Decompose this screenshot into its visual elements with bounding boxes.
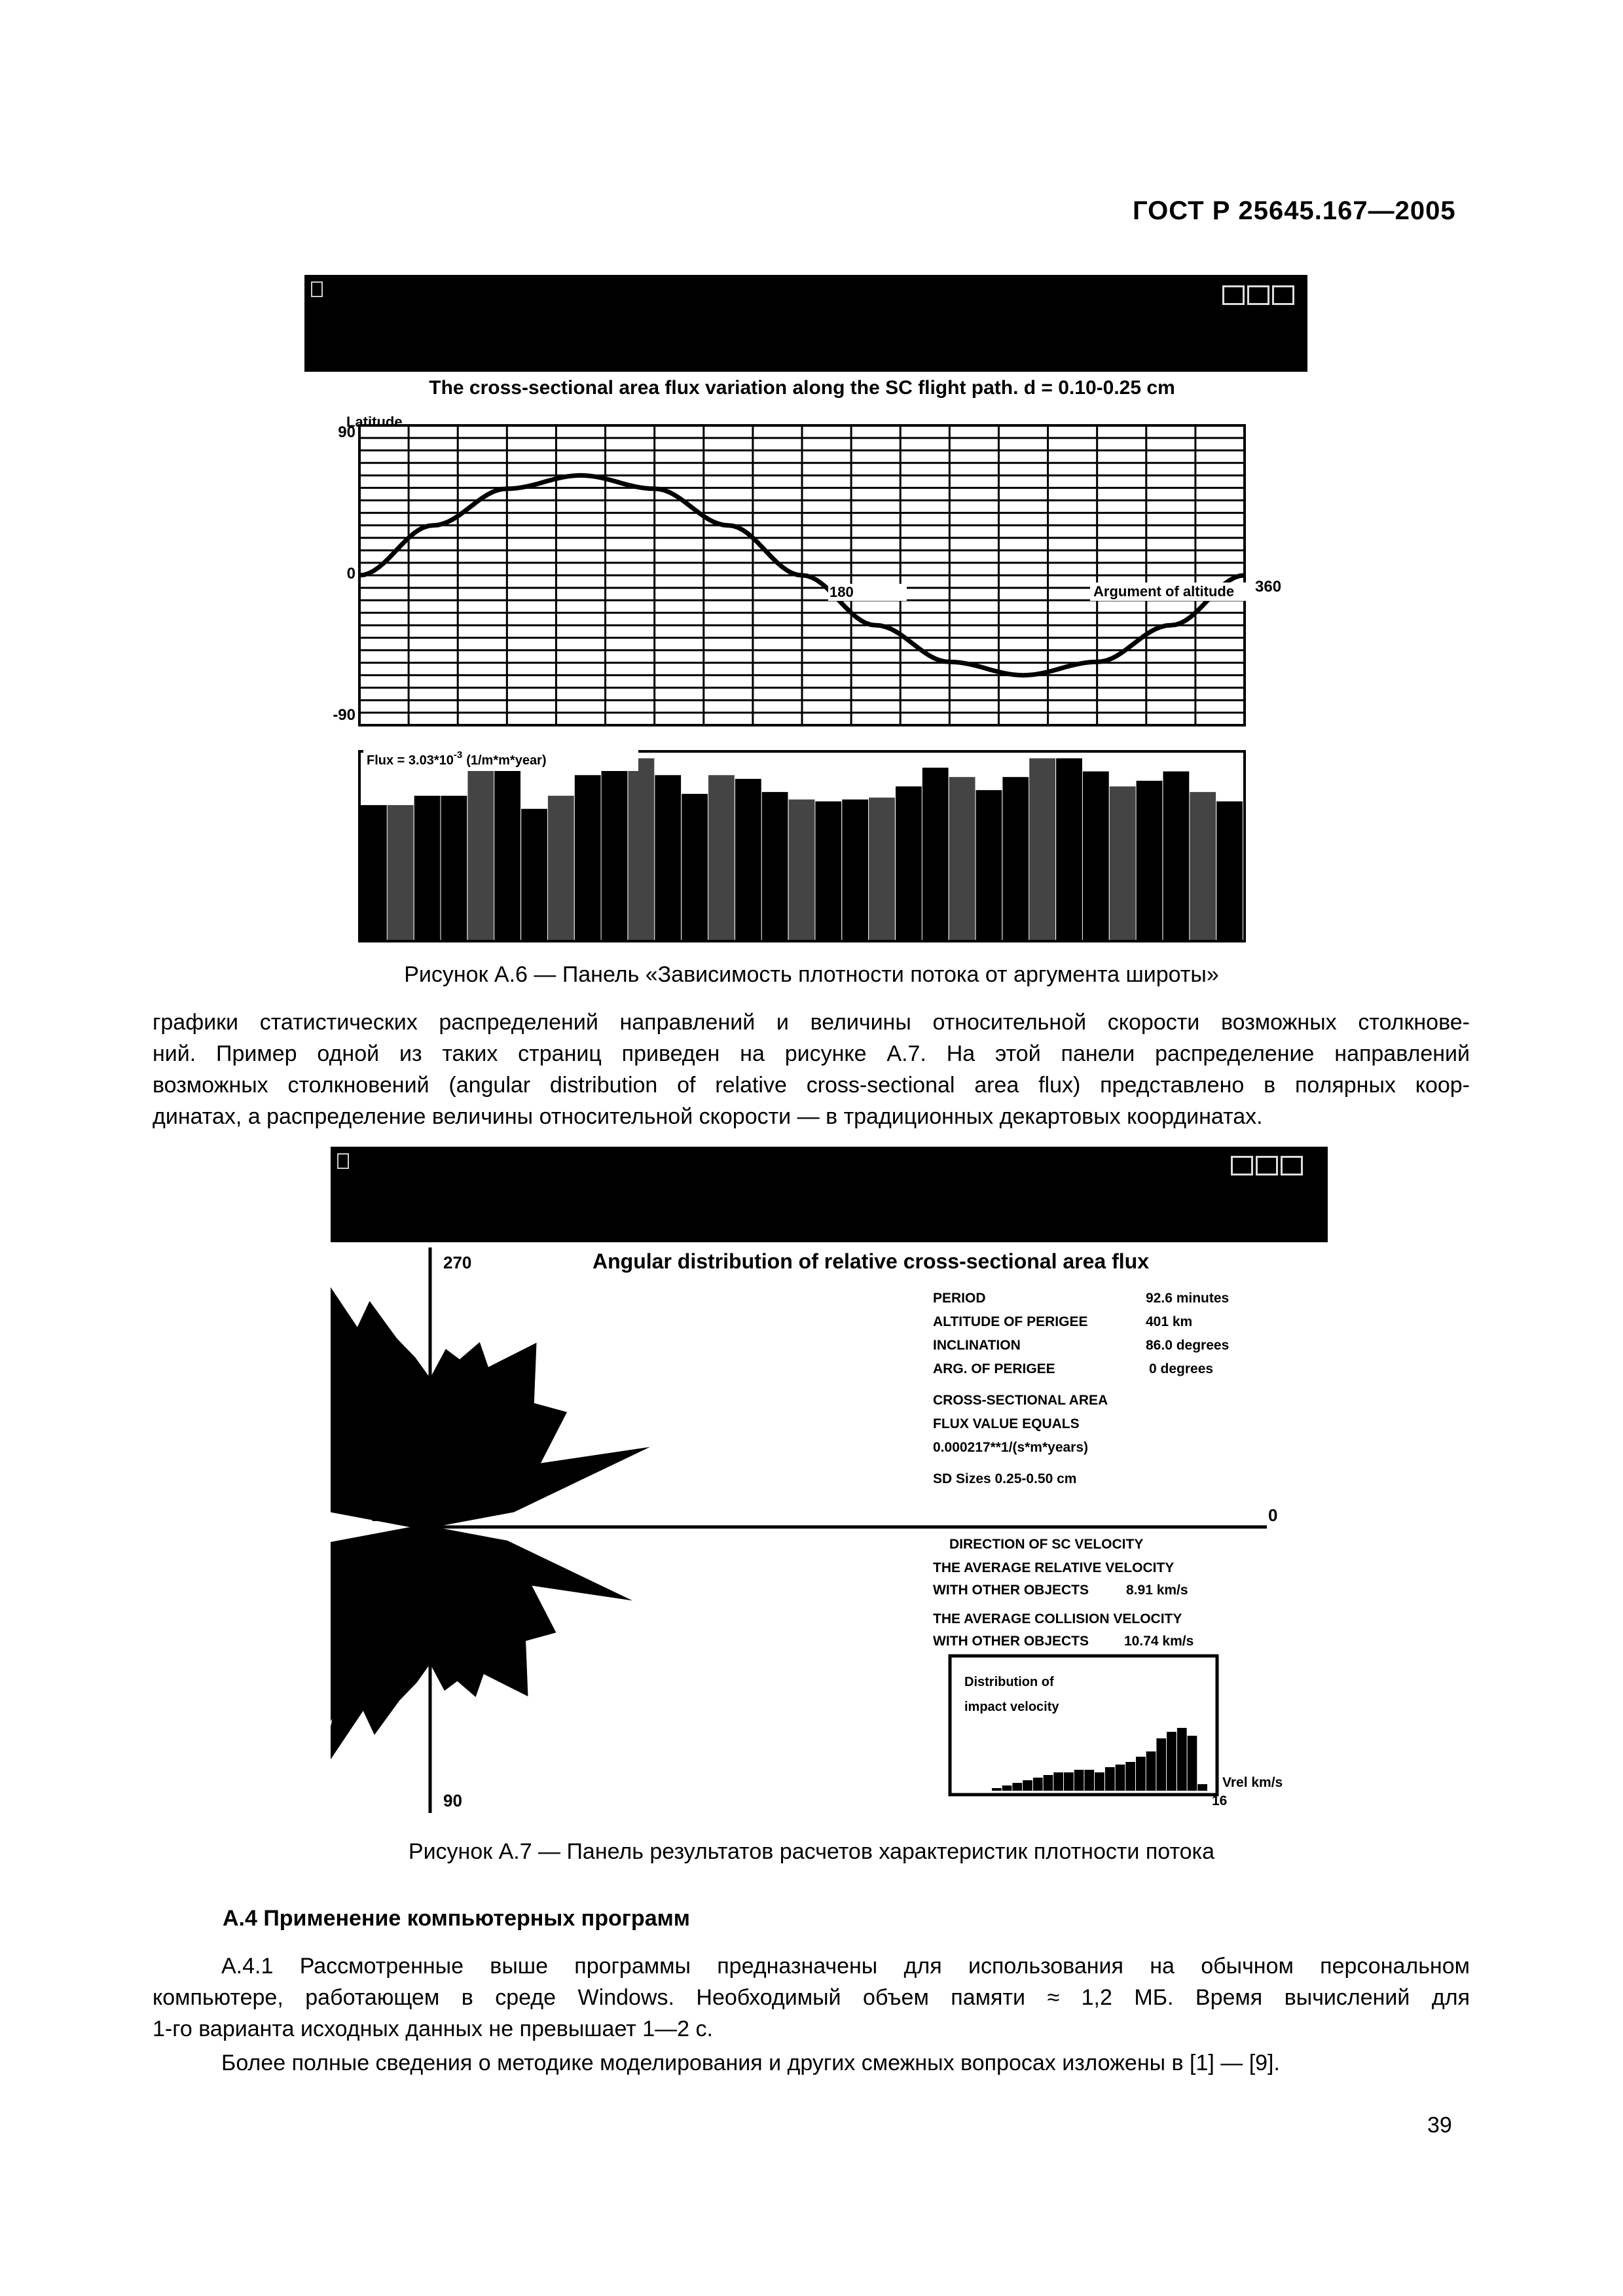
sd-sizes-text: SD Sizes 0.25-0.50 cm <box>933 1471 1077 1486</box>
fig7-angle-left: 180 <box>371 1505 400 1525</box>
fig6-flux-bar <box>762 792 788 940</box>
fig6-flux-bar <box>1137 781 1163 940</box>
fig6-flux-bar <box>922 768 949 940</box>
fig6-ylabel: Latitude <box>346 414 403 430</box>
fig6-flux-bar <box>1056 759 1082 940</box>
body-paragraph <box>153 1007 1470 1132</box>
info-period-label: PERIOD <box>933 1291 986 1306</box>
body-line-3: возможных столкновений (angular distribution of relative cross-sectional area flux) представлено в полярных коор- <box>153 1073 1470 1098</box>
flux-text-line-1: CROSS-SECTIONAL AREA <box>933 1393 1108 1408</box>
fig6-flux-bar <box>708 775 735 940</box>
close-button[interactable] <box>1281 1156 1303 1175</box>
impact-velocity-bar <box>1033 1778 1043 1791</box>
impact-velocity-bar <box>1105 1767 1115 1791</box>
inset-xmax: 16 <box>1212 1793 1228 1808</box>
maximize-button[interactable] <box>1247 285 1269 305</box>
impact-velocity-bar <box>1177 1728 1187 1791</box>
impact-velocity-bar <box>1064 1772 1074 1791</box>
impact-velocity-bar <box>1084 1770 1094 1791</box>
fig6-caption: Рисунок А.6 — Панель «Зависимость плотности потока от аргумента широты» <box>404 962 1219 987</box>
fig6-flux-bar <box>842 800 868 941</box>
page-number: 39 <box>1427 2113 1452 2138</box>
body-line-2: ний. Пример одной из таких страниц приведен на рисунке А.7. На этой панели распределение направлений <box>153 1041 1470 1066</box>
fig7-angle-bottom: 90 <box>443 1791 462 1810</box>
fig6-xlabel: Argument of altitude <box>1093 583 1235 600</box>
impact-velocity-bar <box>1167 1732 1176 1791</box>
fig6-xlabel-end: 360 <box>1255 578 1282 596</box>
avg-rel-value: 8.91 km/s <box>1126 1583 1188 1598</box>
fig6-flux-bar <box>869 798 895 940</box>
fig7-caption: Рисунок А.7 — Панель результатов расчетов характеристик плотности потока <box>408 1839 1215 1864</box>
inset-title-line-1: Distribution of <box>964 1675 1054 1689</box>
section-para1-line-1: А.4.1 Рассмотренные выше программы предназначены для использования на обычном персональном <box>221 1954 1470 1979</box>
direction-text: DIRECTION OF SC VELOCITY <box>949 1537 1144 1552</box>
fig7-angle-top: 270 <box>443 1253 472 1272</box>
fig6-flux-bar <box>521 809 547 940</box>
fig6-flux-bar <box>1216 801 1243 940</box>
fig6-flux-bar <box>896 787 922 941</box>
fig6-flux-bar <box>976 790 1002 940</box>
impact-velocity-bar <box>1023 1780 1032 1791</box>
fig6-ytick-top: 90 <box>338 423 356 441</box>
impact-velocity-bar <box>992 1788 1002 1791</box>
info-inclination-label: INCLINATION <box>933 1338 1021 1353</box>
fig6-flux-label: Flux = $3.03*10^{-3}$ (1/m*m*year) <box>367 749 547 768</box>
flux-text-line-3: 0.000217**1/(s*m*years) <box>933 1440 1089 1455</box>
app-icon <box>311 281 323 297</box>
minimize-button[interactable] <box>1231 1156 1253 1175</box>
fig6-flux-bar <box>602 757 628 940</box>
section-para1-line-2: компьютере, работающем в среде Windows. Необходимый объем памяти ≈ 1,2 МБ. Время вычислений для <box>153 1985 1470 2010</box>
fig6-flux-bar <box>388 805 414 940</box>
body-line-4: динатах, а распределение величины относительной скорости — в традиционных декартовых координатах. <box>153 1104 1263 1129</box>
impact-velocity-bar <box>1002 1785 1012 1791</box>
inset-xlabel: Vrel km/s <box>1222 1775 1283 1790</box>
inset-title-line-2: impact velocity <box>964 1700 1059 1714</box>
fig6-chart-title: The cross-sectional area flux variation along the SC flight path. d = 0.10-0.25 cm <box>429 377 1175 399</box>
fig6-flux-bar <box>494 770 520 940</box>
fig6-flux-bar <box>1083 772 1109 940</box>
fig6-flux-bar <box>949 777 976 940</box>
impact-velocity-bar <box>1188 1736 1197 1791</box>
minimize-button[interactable] <box>1222 285 1245 305</box>
close-button[interactable] <box>1272 285 1294 305</box>
fig6-flux-bar <box>575 775 601 940</box>
fig6-flux-bar <box>441 796 467 940</box>
avg-rel-line-1: THE AVERAGE RELATIVE VELOCITY <box>933 1560 1175 1575</box>
section-para1-line-3: 1-го варианта исходных данных не превышает 1—2 с. <box>153 2017 713 2041</box>
fig6-flux-bar <box>682 794 708 940</box>
info-perigee-value: 0 degrees <box>1149 1361 1214 1376</box>
fig7-chart <box>331 1242 1328 1818</box>
flux-text-line-2: FLUX VALUE EQUALS <box>933 1416 1080 1431</box>
avg-coll-line-1: THE AVERAGE COLLISION VELOCITY <box>933 1611 1182 1626</box>
fig6-flux-bar <box>629 759 655 940</box>
fig6-flux-bar <box>414 796 441 940</box>
impact-velocity-bar <box>1044 1775 1053 1791</box>
fig6-flux-bar <box>655 775 681 940</box>
impact-velocity-bar <box>1116 1765 1125 1791</box>
fig6-flux-bar <box>361 805 387 940</box>
section-paragraph-1 <box>153 1950 1470 2045</box>
fig7-chart-title: Angular distribution of relative cross-sectional area flux <box>593 1249 1149 1273</box>
fig6-flux-bars <box>361 757 1243 940</box>
fig6-flux-bar <box>789 800 815 941</box>
fig6-flux-bar <box>1002 777 1029 940</box>
avg-rel-line-2: WITH OTHER OBJECTS <box>933 1583 1089 1598</box>
fig6-flux-bar <box>467 764 494 940</box>
fig6-flux-bar <box>1190 792 1216 940</box>
fig6-flux-bar <box>1029 759 1055 940</box>
body-line-1: графики статистических распределений направлений и величины относительной скорости возможных столкнове- <box>153 1010 1470 1035</box>
impact-velocity-bar <box>1146 1751 1156 1791</box>
impact-velocity-bars <box>992 1728 1207 1791</box>
impact-velocity-bar <box>1197 1784 1207 1791</box>
info-altitude-value: 401 km <box>1146 1314 1193 1329</box>
fig6-flux-bar <box>548 796 574 940</box>
avg-coll-line-2: WITH OTHER OBJECTS <box>933 1634 1089 1649</box>
fig6-flux-bar <box>1163 772 1190 940</box>
section-title: А.4 Применение компьютерных программ <box>223 1906 690 1931</box>
fig6-flux-bar <box>1110 787 1136 941</box>
fig6-flux-bar <box>815 801 841 940</box>
impact-velocity-bar <box>1074 1770 1084 1791</box>
fig6-xlabel-mid: 180 <box>830 584 854 600</box>
maximize-button[interactable] <box>1256 1156 1278 1175</box>
section-paragraph-2: Более полные сведения о методике моделирования и других смежных вопросах изложены в [1] — [9]. <box>221 2051 1280 2075</box>
info-altitude-label: ALTITUDE OF PERIGEE <box>933 1314 1088 1329</box>
fig6-flux-bar <box>735 779 761 940</box>
fig7-polar-rose <box>331 1242 650 1818</box>
info-period-value: 92.6 minutes <box>1146 1291 1230 1306</box>
avg-coll-value: 10.74 km/s <box>1124 1634 1194 1649</box>
fig6-chart <box>304 372 1307 948</box>
impact-velocity-bar <box>1136 1757 1146 1791</box>
fig7-angle-right: 0 <box>1268 1505 1278 1525</box>
info-inclination-value: 86.0 degrees <box>1146 1338 1230 1353</box>
impact-velocity-bar <box>1156 1738 1166 1791</box>
fig6-ytick-bottom: -90 <box>333 706 356 724</box>
document-code: ГОСТ Р 25645.167—2005 <box>1133 196 1456 225</box>
impact-velocity-bar <box>1053 1772 1063 1791</box>
fig6-ytick-mid: 0 <box>346 565 356 583</box>
info-perigee-label: ARG. OF PERIGEE <box>933 1361 1055 1376</box>
impact-velocity-bar <box>1125 1762 1135 1791</box>
impact-velocity-bar <box>1095 1772 1104 1791</box>
impact-velocity-bar <box>1012 1783 1022 1791</box>
app-icon <box>337 1153 349 1169</box>
fig6-window-titlebar <box>304 275 1307 372</box>
fig7-window-titlebar <box>331 1147 1328 1242</box>
